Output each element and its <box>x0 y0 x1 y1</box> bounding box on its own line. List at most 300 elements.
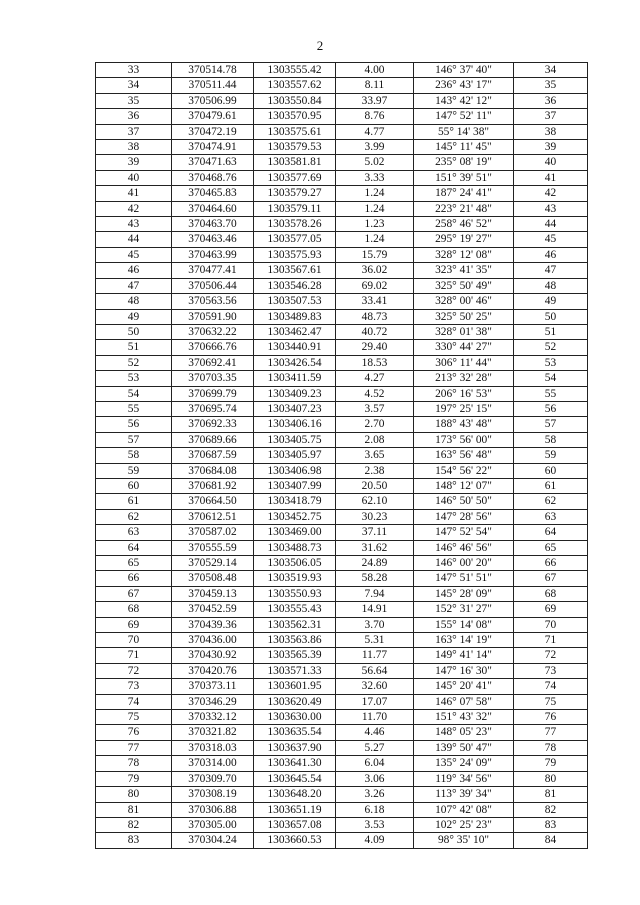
cell-coord-y: 1303507.53 <box>254 294 336 309</box>
cell-point-to: 84 <box>514 833 588 848</box>
cell-point-from: 71 <box>96 648 172 663</box>
table-row <box>96 525 588 540</box>
cell-coord-y: 1303635.54 <box>254 725 336 740</box>
cell-coord-y: 1303418.79 <box>254 494 336 509</box>
cell-point-to: 69 <box>514 602 588 617</box>
cell-point-from: 76 <box>96 725 172 740</box>
cell-point-from: 36 <box>96 109 172 124</box>
cell-point-to: 83 <box>514 817 588 832</box>
cell-point-to: 40 <box>514 155 588 170</box>
cell-bearing: 119° 34' 56" <box>414 771 514 786</box>
cell-length: 7.94 <box>336 586 414 601</box>
cell-length: 29.40 <box>336 340 414 355</box>
cell-coord-x: 370508.48 <box>172 571 254 586</box>
cell-bearing: 145° 20' 41" <box>414 679 514 694</box>
cell-point-to: 65 <box>514 540 588 555</box>
cell-bearing: 107° 42' 08" <box>414 802 514 817</box>
cell-coord-y: 1303488.73 <box>254 540 336 555</box>
cell-coord-y: 1303601.95 <box>254 679 336 694</box>
cell-point-to: 46 <box>514 247 588 262</box>
cell-coord-y: 1303637.90 <box>254 740 336 755</box>
cell-length: 15.79 <box>336 247 414 262</box>
cell-point-from: 69 <box>96 617 172 632</box>
cell-coord-y: 1303452.75 <box>254 509 336 524</box>
cell-bearing: 187° 24' 41" <box>414 186 514 201</box>
cell-length: 3.65 <box>336 448 414 463</box>
cell-coord-y: 1303557.62 <box>254 78 336 93</box>
cell-coord-y: 1303409.23 <box>254 386 336 401</box>
cell-bearing: 325° 50' 25" <box>414 309 514 324</box>
cell-point-from: 44 <box>96 232 172 247</box>
cell-point-from: 40 <box>96 170 172 185</box>
cell-point-from: 70 <box>96 633 172 648</box>
cell-coord-x: 370420.76 <box>172 663 254 678</box>
cell-length: 4.46 <box>336 725 414 740</box>
cell-bearing: 146° 37' 40" <box>414 63 514 78</box>
cell-length: 1.24 <box>336 232 414 247</box>
cell-length: 3.33 <box>336 170 414 185</box>
cell-point-from: 62 <box>96 509 172 524</box>
cell-coord-y: 1303426.54 <box>254 355 336 370</box>
table-row <box>96 663 588 678</box>
cell-point-to: 53 <box>514 355 588 370</box>
cell-coord-x: 370474.91 <box>172 140 254 155</box>
cell-point-from: 41 <box>96 186 172 201</box>
cell-point-from: 55 <box>96 401 172 416</box>
cell-length: 8.11 <box>336 78 414 93</box>
cell-point-from: 79 <box>96 771 172 786</box>
cell-point-from: 51 <box>96 340 172 355</box>
cell-coord-y: 1303565.39 <box>254 648 336 663</box>
cell-point-to: 54 <box>514 371 588 386</box>
cell-length: 5.31 <box>336 633 414 648</box>
cell-point-from: 50 <box>96 324 172 339</box>
cell-point-from: 64 <box>96 540 172 555</box>
cell-length: 2.38 <box>336 463 414 478</box>
cell-coord-y: 1303563.86 <box>254 633 336 648</box>
cell-coord-y: 1303567.61 <box>254 263 336 278</box>
table-row <box>96 170 588 185</box>
cell-point-to: 50 <box>514 309 588 324</box>
cell-length: 3.70 <box>336 617 414 632</box>
cell-coord-y: 1303406.98 <box>254 463 336 478</box>
cell-point-from: 35 <box>96 93 172 108</box>
cell-coord-y: 1303407.23 <box>254 401 336 416</box>
cell-coord-y: 1303660.53 <box>254 833 336 848</box>
cell-coord-y: 1303577.69 <box>254 170 336 185</box>
table-row <box>96 725 588 740</box>
cell-length: 69.02 <box>336 278 414 293</box>
cell-length: 1.23 <box>336 217 414 232</box>
cell-coord-y: 1303462.47 <box>254 324 336 339</box>
table-row <box>96 648 588 663</box>
cell-coord-y: 1303579.53 <box>254 140 336 155</box>
cell-coord-x: 370314.00 <box>172 756 254 771</box>
cell-coord-x: 370477.41 <box>172 263 254 278</box>
cell-coord-y: 1303575.61 <box>254 124 336 139</box>
table-row <box>96 140 588 155</box>
cell-coord-y: 1303579.11 <box>254 201 336 216</box>
cell-bearing: 163° 56' 48" <box>414 448 514 463</box>
cell-length: 31.62 <box>336 540 414 555</box>
cell-bearing: 223° 21' 48" <box>414 201 514 216</box>
cell-point-to: 79 <box>514 756 588 771</box>
cell-length: 6.04 <box>336 756 414 771</box>
cell-point-to: 62 <box>514 494 588 509</box>
cell-bearing: 55° 14' 38" <box>414 124 514 139</box>
cell-bearing: 325° 50' 49" <box>414 278 514 293</box>
cell-point-to: 59 <box>514 448 588 463</box>
table-row <box>96 571 588 586</box>
cell-point-from: 59 <box>96 463 172 478</box>
cell-length: 11.77 <box>336 648 414 663</box>
cell-bearing: 147° 28' 56" <box>414 509 514 524</box>
cell-point-to: 73 <box>514 663 588 678</box>
table-row <box>96 756 588 771</box>
cell-coord-x: 370632.22 <box>172 324 254 339</box>
table-row <box>96 787 588 802</box>
cell-coord-y: 1303406.16 <box>254 417 336 432</box>
cell-bearing: 139° 50' 47" <box>414 740 514 755</box>
cell-point-from: 43 <box>96 217 172 232</box>
cell-bearing: 155° 14' 08" <box>414 617 514 632</box>
cell-coord-y: 1303657.08 <box>254 817 336 832</box>
cell-length: 24.89 <box>336 556 414 571</box>
cell-length: 3.06 <box>336 771 414 786</box>
table-row <box>96 617 588 632</box>
table-row <box>96 324 588 339</box>
table-row <box>96 78 588 93</box>
cell-point-to: 61 <box>514 478 588 493</box>
cell-bearing: 197° 25' 15" <box>414 401 514 416</box>
cell-coord-y: 1303405.75 <box>254 432 336 447</box>
cell-bearing: 173° 56' 00" <box>414 432 514 447</box>
cell-point-from: 46 <box>96 263 172 278</box>
cell-coord-x: 370684.08 <box>172 463 254 478</box>
cell-point-from: 53 <box>96 371 172 386</box>
cell-coord-x: 370309.70 <box>172 771 254 786</box>
cell-point-from: 48 <box>96 294 172 309</box>
cell-bearing: 295° 19' 27" <box>414 232 514 247</box>
cell-bearing: 328° 12' 08" <box>414 247 514 262</box>
table-row <box>96 232 588 247</box>
cell-length: 62.10 <box>336 494 414 509</box>
cell-point-from: 77 <box>96 740 172 755</box>
cell-length: 3.53 <box>336 817 414 832</box>
cell-coord-x: 370463.99 <box>172 247 254 262</box>
cell-coord-x: 370514.78 <box>172 63 254 78</box>
cell-point-from: 75 <box>96 710 172 725</box>
cell-coord-x: 370699.79 <box>172 386 254 401</box>
table-row <box>96 186 588 201</box>
cell-length: 4.09 <box>336 833 414 848</box>
cell-point-to: 52 <box>514 340 588 355</box>
cell-point-to: 38 <box>514 124 588 139</box>
cell-coord-y: 1303577.05 <box>254 232 336 247</box>
cell-bearing: 213° 32' 28" <box>414 371 514 386</box>
cell-coord-y: 1303489.83 <box>254 309 336 324</box>
cell-point-from: 73 <box>96 679 172 694</box>
table-row <box>96 771 588 786</box>
cell-bearing: 328° 00' 46" <box>414 294 514 309</box>
table-row <box>96 478 588 493</box>
cell-coord-x: 370587.02 <box>172 525 254 540</box>
cell-coord-x: 370373.11 <box>172 679 254 694</box>
cell-coord-y: 1303562.31 <box>254 617 336 632</box>
cell-point-to: 35 <box>514 78 588 93</box>
cell-coord-y: 1303469.00 <box>254 525 336 540</box>
table-row <box>96 355 588 370</box>
cell-point-to: 55 <box>514 386 588 401</box>
cell-point-to: 80 <box>514 771 588 786</box>
cell-point-to: 45 <box>514 232 588 247</box>
table-row <box>96 509 588 524</box>
cell-bearing: 147° 16' 30" <box>414 663 514 678</box>
cell-bearing: 147° 51' 51" <box>414 571 514 586</box>
cell-length: 1.24 <box>336 186 414 201</box>
table-row <box>96 556 588 571</box>
table-row <box>96 93 588 108</box>
cell-point-to: 48 <box>514 278 588 293</box>
cell-point-from: 47 <box>96 278 172 293</box>
table-row <box>96 247 588 262</box>
cell-bearing: 145° 28' 09" <box>414 586 514 601</box>
cell-point-from: 67 <box>96 586 172 601</box>
cell-bearing: 146° 07' 58" <box>414 694 514 709</box>
cell-length: 8.76 <box>336 109 414 124</box>
table-row <box>96 201 588 216</box>
cell-length: 3.26 <box>336 787 414 802</box>
cell-length: 17.07 <box>336 694 414 709</box>
cell-coord-x: 370666.76 <box>172 340 254 355</box>
cell-coord-x: 370695.74 <box>172 401 254 416</box>
cell-bearing: 102° 25' 23" <box>414 817 514 832</box>
cell-point-from: 65 <box>96 556 172 571</box>
cell-coord-x: 370452.59 <box>172 602 254 617</box>
cell-coord-y: 1303641.30 <box>254 756 336 771</box>
cell-point-from: 52 <box>96 355 172 370</box>
cell-coord-y: 1303555.42 <box>254 63 336 78</box>
cell-coord-y: 1303571.33 <box>254 663 336 678</box>
cell-coord-y: 1303579.27 <box>254 186 336 201</box>
cell-length: 11.70 <box>336 710 414 725</box>
cell-bearing: 154° 56' 22" <box>414 463 514 478</box>
cell-coord-y: 1303546.28 <box>254 278 336 293</box>
cell-coord-x: 370305.00 <box>172 817 254 832</box>
cell-point-to: 82 <box>514 802 588 817</box>
cell-coord-x: 370687.59 <box>172 448 254 463</box>
cell-length: 30.23 <box>336 509 414 524</box>
page-number: 2 <box>316 38 324 53</box>
cell-point-to: 42 <box>514 186 588 201</box>
cell-point-from: 68 <box>96 602 172 617</box>
cell-bearing: 328° 01' 38" <box>414 324 514 339</box>
cell-coord-x: 370459.13 <box>172 586 254 601</box>
cell-length: 33.41 <box>336 294 414 309</box>
cell-coord-x: 370436.00 <box>172 633 254 648</box>
cell-point-from: 34 <box>96 78 172 93</box>
cell-coord-x: 370318.03 <box>172 740 254 755</box>
cell-coord-y: 1303578.26 <box>254 217 336 232</box>
cell-length: 3.99 <box>336 140 414 155</box>
cell-bearing: 151° 39' 51" <box>414 170 514 185</box>
cell-coord-x: 370468.76 <box>172 170 254 185</box>
table-row <box>96 278 588 293</box>
cell-length: 5.02 <box>336 155 414 170</box>
cell-length: 40.72 <box>336 324 414 339</box>
coordinates-table <box>95 62 588 849</box>
cell-point-to: 70 <box>514 617 588 632</box>
cell-point-from: 37 <box>96 124 172 139</box>
table-row <box>96 740 588 755</box>
cell-point-to: 41 <box>514 170 588 185</box>
cell-length: 1.24 <box>336 201 414 216</box>
cell-point-from: 61 <box>96 494 172 509</box>
cell-coord-y: 1303440.91 <box>254 340 336 355</box>
cell-point-from: 66 <box>96 571 172 586</box>
cell-bearing: 188° 43' 48" <box>414 417 514 432</box>
cell-coord-y: 1303550.84 <box>254 93 336 108</box>
cell-coord-x: 370563.56 <box>172 294 254 309</box>
cell-bearing: 258° 46' 52" <box>414 217 514 232</box>
cell-coord-x: 370465.83 <box>172 186 254 201</box>
cell-length: 2.70 <box>336 417 414 432</box>
cell-coord-x: 370511.44 <box>172 78 254 93</box>
cell-bearing: 206° 16' 53" <box>414 386 514 401</box>
cell-length: 33.97 <box>336 93 414 108</box>
cell-length: 48.73 <box>336 309 414 324</box>
cell-coord-y: 1303519.93 <box>254 571 336 586</box>
cell-length: 37.11 <box>336 525 414 540</box>
cell-length: 58.28 <box>336 571 414 586</box>
cell-point-to: 60 <box>514 463 588 478</box>
cell-length: 32.60 <box>336 679 414 694</box>
table-row <box>96 833 588 848</box>
cell-point-to: 56 <box>514 401 588 416</box>
cell-bearing: 235° 08' 19" <box>414 155 514 170</box>
cell-coord-x: 370506.44 <box>172 278 254 293</box>
cell-length: 14.91 <box>336 602 414 617</box>
table-row <box>96 386 588 401</box>
cell-coord-y: 1303645.54 <box>254 771 336 786</box>
cell-coord-y: 1303405.97 <box>254 448 336 463</box>
cell-length: 20.50 <box>336 478 414 493</box>
cell-coord-x: 370464.60 <box>172 201 254 216</box>
table-row <box>96 340 588 355</box>
cell-point-to: 58 <box>514 432 588 447</box>
cell-point-to: 76 <box>514 710 588 725</box>
cell-point-to: 44 <box>514 217 588 232</box>
cell-point-from: 63 <box>96 525 172 540</box>
cell-bearing: 146° 00' 20" <box>414 556 514 571</box>
cell-coord-x: 370463.46 <box>172 232 254 247</box>
cell-coord-x: 370332.12 <box>172 710 254 725</box>
table-row <box>96 679 588 694</box>
cell-coord-x: 370591.90 <box>172 309 254 324</box>
table-row <box>96 432 588 447</box>
table-row <box>96 124 588 139</box>
table-row <box>96 448 588 463</box>
cell-bearing: 148° 05' 23" <box>414 725 514 740</box>
table-row <box>96 63 588 78</box>
cell-point-to: 34 <box>514 63 588 78</box>
table-row <box>96 263 588 278</box>
cell-length: 6.18 <box>336 802 414 817</box>
table-row <box>96 494 588 509</box>
cell-point-from: 83 <box>96 833 172 848</box>
cell-coord-x: 370472.19 <box>172 124 254 139</box>
cell-bearing: 147° 52' 11" <box>414 109 514 124</box>
cell-bearing: 330° 44' 27" <box>414 340 514 355</box>
cell-length: 4.52 <box>336 386 414 401</box>
cell-point-from: 82 <box>96 817 172 832</box>
cell-bearing: 306° 11' 44" <box>414 355 514 370</box>
cell-bearing: 152° 31' 27" <box>414 602 514 617</box>
cell-bearing: 145° 11' 45" <box>414 140 514 155</box>
cell-point-to: 64 <box>514 525 588 540</box>
cell-point-to: 43 <box>514 201 588 216</box>
cell-coord-x: 370306.88 <box>172 802 254 817</box>
cell-coord-x: 370463.70 <box>172 217 254 232</box>
cell-point-from: 72 <box>96 663 172 678</box>
cell-point-to: 49 <box>514 294 588 309</box>
table-row <box>96 802 588 817</box>
cell-point-to: 51 <box>514 324 588 339</box>
cell-bearing: 146° 46' 56" <box>414 540 514 555</box>
cell-coord-x: 370555.59 <box>172 540 254 555</box>
cell-length: 2.08 <box>336 432 414 447</box>
cell-length: 18.53 <box>336 355 414 370</box>
table-row <box>96 401 588 416</box>
cell-point-from: 39 <box>96 155 172 170</box>
cell-point-to: 63 <box>514 509 588 524</box>
cell-coord-y: 1303411.59 <box>254 371 336 386</box>
cell-point-to: 78 <box>514 740 588 755</box>
cell-point-to: 66 <box>514 556 588 571</box>
cell-bearing: 113° 39' 34" <box>414 787 514 802</box>
table-row <box>96 155 588 170</box>
cell-point-from: 45 <box>96 247 172 262</box>
table-row <box>96 309 588 324</box>
table-row <box>96 217 588 232</box>
cell-coord-x: 370692.33 <box>172 417 254 432</box>
cell-point-to: 68 <box>514 586 588 601</box>
table-row <box>96 633 588 648</box>
cell-bearing: 151° 43' 32" <box>414 710 514 725</box>
cell-point-from: 33 <box>96 63 172 78</box>
cell-point-to: 71 <box>514 633 588 648</box>
cell-coord-x: 370479.61 <box>172 109 254 124</box>
cell-coord-y: 1303581.81 <box>254 155 336 170</box>
cell-coord-x: 370308.19 <box>172 787 254 802</box>
cell-coord-y: 1303506.05 <box>254 556 336 571</box>
cell-point-from: 54 <box>96 386 172 401</box>
cell-bearing: 147° 52' 54" <box>414 525 514 540</box>
coordinates-table-body <box>96 63 588 849</box>
cell-bearing: 98° 35' 10" <box>414 833 514 848</box>
cell-coord-y: 1303550.93 <box>254 586 336 601</box>
cell-point-from: 38 <box>96 140 172 155</box>
cell-coord-x: 370346.29 <box>172 694 254 709</box>
cell-bearing: 148° 12' 07" <box>414 478 514 493</box>
cell-coord-x: 370689.66 <box>172 432 254 447</box>
cell-point-from: 81 <box>96 802 172 817</box>
table-row <box>96 109 588 124</box>
cell-coord-x: 370664.50 <box>172 494 254 509</box>
cell-point-to: 77 <box>514 725 588 740</box>
table-row <box>96 710 588 725</box>
cell-point-to: 72 <box>514 648 588 663</box>
